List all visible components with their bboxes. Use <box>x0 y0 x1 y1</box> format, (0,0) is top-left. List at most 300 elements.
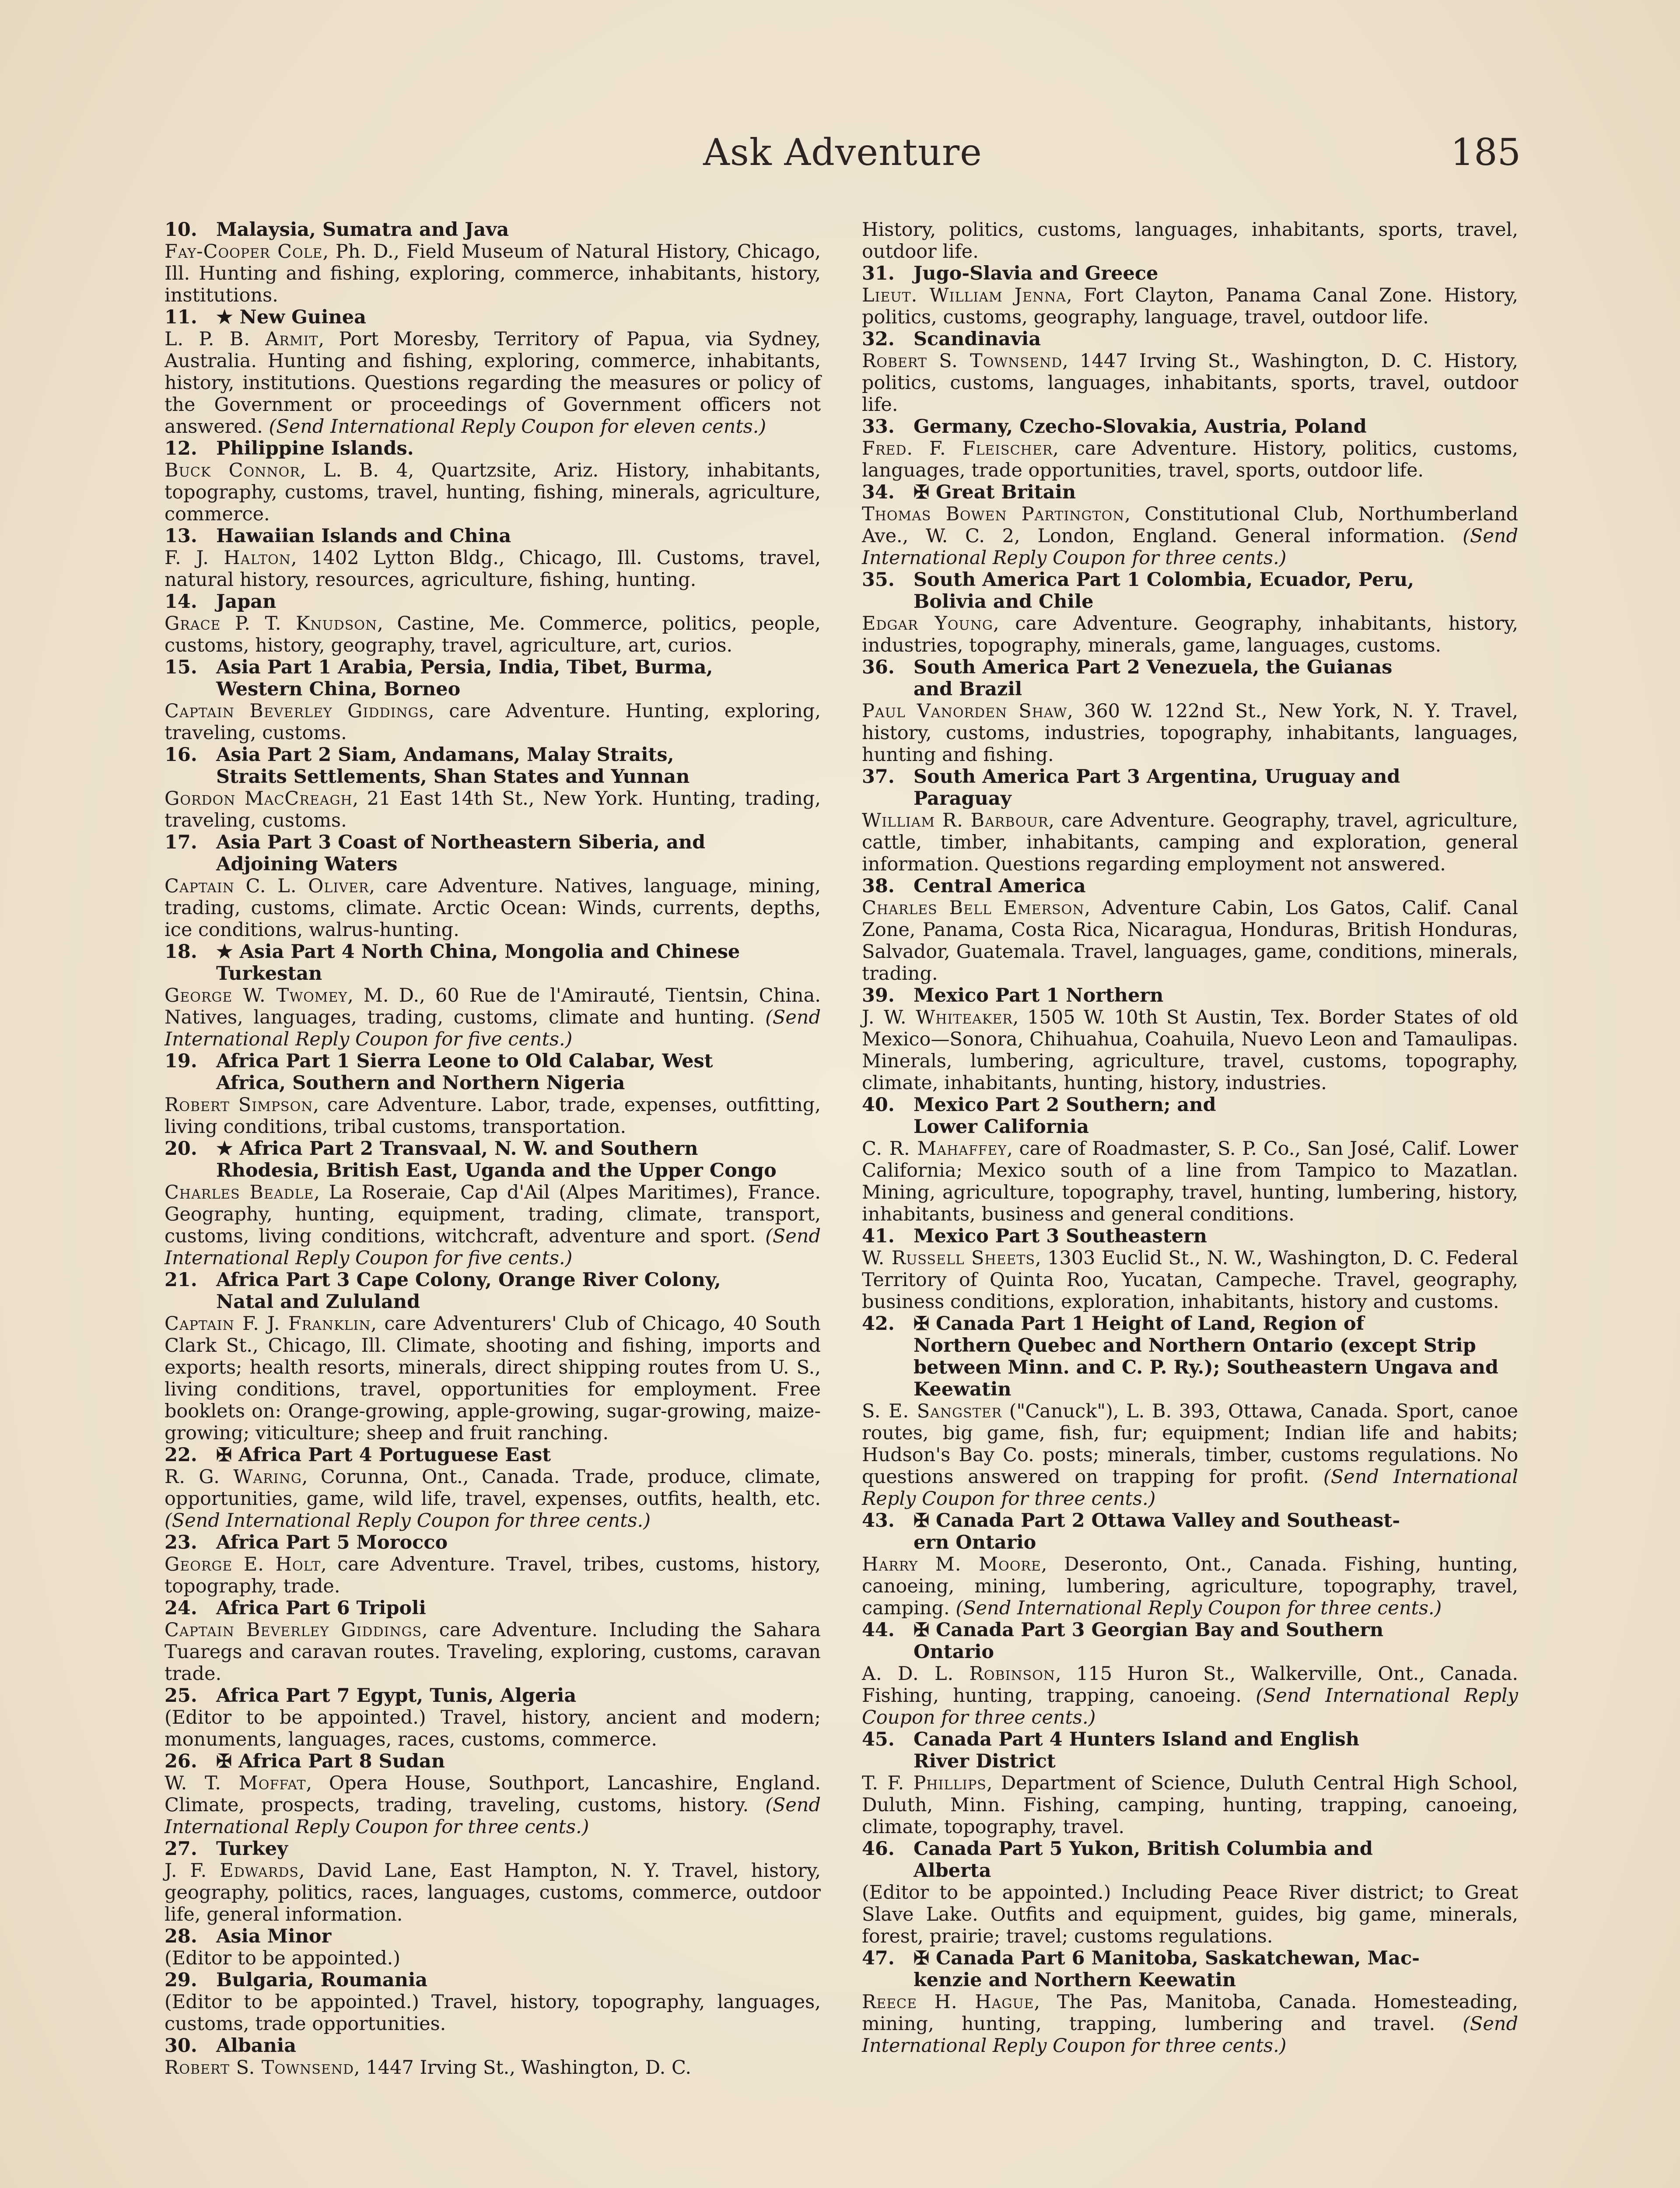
list-item <box>862 1094 1518 1225</box>
left-column <box>164 219 821 2079</box>
entry-number: 12. <box>164 438 197 459</box>
entry-note: (Send International Reply Coupon for eleven cents.) <box>269 416 766 438</box>
entry-heading <box>862 481 1518 503</box>
star-icon: ★ <box>216 306 240 328</box>
entry-description: , care Adventure. Travel, tribes, customs, history, topography, trade. <box>164 1553 821 1597</box>
entry-note: (Send International Reply Coupon for three cents.) <box>862 1466 1518 1510</box>
cross-icon: ✠ <box>216 1750 238 1772</box>
entry-description: , Port Moresby, Territory of Papua, via Sydney, Australia. Hunting and fishing, exploring, commerce, inhabitants, history, institutions. Questions regarding the measures or policy of the Government or proceedings of Government officers not answered. <box>164 328 821 438</box>
entry-body <box>164 613 821 656</box>
entry-heading <box>862 1729 1518 1750</box>
entry-description: , 1402 Lytton Bldg., Chicago, Ill. Customs, travel, natural history, resources, agriculture, fishing, hunting. <box>164 547 821 591</box>
editor-name: William R. Barbour <box>862 810 1049 831</box>
entry-number: 26. <box>164 1750 197 1772</box>
entry-description: (Editor to be appointed.) Travel, history, ancient and modern; monuments, languages, races, customs, commerce. <box>164 1707 821 1750</box>
running-title: Ask Adventure <box>703 131 982 174</box>
entry-number: 30. <box>164 2035 197 2057</box>
list-item <box>164 831 821 941</box>
entry-heading <box>164 1444 821 1466</box>
list-item <box>164 1597 821 1685</box>
editor-name: Lieut. William Jenna <box>862 284 1067 306</box>
editor-name: Fred. F. Fleischer <box>862 438 1053 459</box>
entry-number: 44. <box>862 1619 895 1641</box>
entry-body <box>164 1182 821 1269</box>
list-item <box>862 219 1518 263</box>
entry-title: Canada Part 2 Ottawa Valley and Southeast- <box>936 1510 1400 1532</box>
entry-body <box>862 1247 1518 1313</box>
entry-title: Scandinavia <box>914 328 1041 350</box>
entry-description: , 360 W. 122nd St., New York, N. Y. Travel, history, customs, industries, topography, inhabitants, languages, hunting and fishing. <box>862 700 1518 766</box>
entry-number: 22. <box>164 1444 197 1466</box>
entry-number: 46. <box>862 1838 895 1860</box>
list-item <box>164 219 821 306</box>
list-item <box>862 481 1518 569</box>
entry-title: Germany, Czecho-Slovakia, Austria, Poland <box>914 416 1367 438</box>
entry-number: 37. <box>862 766 895 788</box>
entry-heading <box>862 569 1518 591</box>
list-item <box>164 1138 821 1269</box>
list-item <box>862 263 1518 328</box>
entry-body <box>164 1947 821 1969</box>
entry-number: 25. <box>164 1685 197 1707</box>
entry-number: 15. <box>164 656 197 678</box>
entry-number: 35. <box>862 569 895 591</box>
entry-title: South America Part 1 Colombia, Ecuador, Peru, <box>914 569 1414 591</box>
entry-description: , Castine, Me. Commerce, politics, people, customs, history, geography, travel, agriculture, art, curios. <box>164 613 821 656</box>
entry-heading <box>862 875 1518 897</box>
entry-body <box>164 1772 821 1838</box>
entry-number: 34. <box>862 481 895 503</box>
entry-title: Mexico Part 2 Southern; and <box>914 1094 1216 1116</box>
entry-title: Africa Part 8 Sudan <box>238 1750 445 1772</box>
entry-description: , care Adventurers' Club of Chicago, 40 South Clark St., Chicago, Ill. Climate, shooting and fishing, imports and exports; health resorts, minerals, direct shipping routes from U. S., living conditions, travel, opportunities for employment. Free booklets on: Orange-growing, apple-growing, sugar-growing, maize-growing; viticulture; sheep and fruit ranching. <box>164 1313 821 1444</box>
entry-heading <box>862 985 1518 1006</box>
entry-title-continued: Adjoining Waters <box>216 853 398 875</box>
entry-title: Asia Part 3 Coast of Northeastern Siberia, and <box>216 831 706 853</box>
list-item <box>164 1685 821 1750</box>
entry-body <box>862 1138 1518 1225</box>
entry-description: , care Adventure. Including the Sahara Tuaregs and caravan routes. Traveling, exploring, customs, caravan trade. <box>164 1619 821 1685</box>
editor-name: Captain Beverley Giddings <box>164 1619 422 1641</box>
list-item <box>164 656 821 744</box>
editor-name: W. T. Moffat <box>164 1772 306 1794</box>
list-item <box>862 1619 1518 1729</box>
entry-body <box>862 1663 1518 1729</box>
entry-title-continued: kenzie and Northern Keewatin <box>914 1969 1236 1991</box>
entry-title: Hawaiian Islands and China <box>216 525 511 547</box>
entry-description: , care Adventure. Geography, inhabitants, history, industries, topography, minerals, game, languages, customs. <box>862 613 1518 656</box>
entry-body <box>862 1400 1518 1510</box>
entry-title: Asia Minor <box>216 1925 332 1947</box>
editor-name: Fay-Cooper Cole <box>164 241 323 263</box>
entry-body <box>164 1553 821 1597</box>
entry-heading <box>164 941 821 963</box>
entry-number: 23. <box>164 1532 197 1553</box>
entry-heading <box>164 525 821 547</box>
list-item <box>164 1050 821 1138</box>
list-item <box>164 744 821 831</box>
entry-number: 29. <box>164 1969 197 1991</box>
right-column <box>862 219 1518 2057</box>
entry-description: , 1505 W. 10th St Austin, Tex. Border States of old Mexico—Sonora, Chihuahua, Coahuila, Nuevo Leon and Tamaulipas. Minerals, lumbering, agriculture, travel, customs, topography, climate, inhabitants, hunting, history, industries. <box>862 1006 1518 1094</box>
entry-title: South America Part 2 Venezuela, the Guianas <box>914 656 1393 678</box>
entry-number: 11. <box>164 306 197 328</box>
entry-description: , Department of Science, Duluth Central High School, Duluth, Minn. Fishing, camping, hunting, trapping, canoeing, climate, topography, travel. <box>862 1772 1518 1838</box>
entry-number: 32. <box>862 328 895 350</box>
entry-description: , 1303 Euclid St., N. W., Washington, D. C. Federal Territory of Quinta Roo, Yucatan, Campeche. Travel, geography, business conditions, exploration, inhabitants, history and customs. <box>862 1247 1518 1313</box>
entry-title: Canada Part 6 Manitoba, Saskatchewan, Mac- <box>936 1947 1420 1969</box>
editor-name: T. F. Phillips <box>862 1772 987 1794</box>
entry-title: Africa Part 1 Sierra Leone to Old Calabar, West <box>216 1050 713 1072</box>
list-item <box>164 438 821 525</box>
entry-heading <box>164 831 821 853</box>
editor-name: R. G. Waring <box>164 1466 302 1488</box>
entry-note: (Send International Reply Coupon for three cents.) <box>862 525 1518 569</box>
entry-heading <box>862 1947 1518 1969</box>
entry-number: 41. <box>862 1225 895 1247</box>
entry-title: Mexico Part 3 Southeastern <box>914 1225 1207 1247</box>
page-number: 185 <box>1450 131 1521 174</box>
list-item <box>164 2035 821 2079</box>
entry-number: 19. <box>164 1050 197 1072</box>
editor-name: Edgar Young <box>862 613 993 635</box>
editor-name: Robert S. Townsend <box>164 2057 354 2079</box>
editor-name: Captain C. L. Oliver <box>164 875 369 897</box>
editor-name: Paul Vanorden Shaw <box>862 700 1068 722</box>
entry-title-continued: Straits Settlements, Shan States and Yunnan <box>216 766 690 788</box>
entry-body <box>862 350 1518 416</box>
entry-description: , Corunna, Ont., Canada. Trade, produce, climate, opportunities, game, wild life, travel, expenses, outfits, health, etc. <box>164 1466 821 1510</box>
entry-note: (Send International Reply Coupon for three cents.) <box>862 2013 1519 2057</box>
entry-heading <box>862 1225 1518 1247</box>
entry-description: , La Roseraie, Cap d'Ail (Alpes Maritimes), France. Geography, hunting, equipment, trading, climate, transport, customs, living conditions, witchcraft, adventure and sport. <box>164 1182 821 1247</box>
entry-body <box>164 1860 821 1925</box>
entry-body <box>862 613 1518 656</box>
entry-description: , L. B. 4, Quartzsite, Ariz. History, inhabitants, topography, customs, travel, hunting, fishing, minerals, agriculture, commerce. <box>164 459 821 525</box>
entry-description: , care Adventure. Hunting, exploring, traveling, customs. <box>164 700 821 744</box>
entry-heading <box>862 656 1518 678</box>
entry-description: , Opera House, Southport, Lancashire, England. Climate, prospects, trading, traveling, customs, history. <box>164 1772 821 1816</box>
editor-name: Robert Simpson <box>164 1094 313 1116</box>
entry-title: South America Part 3 Argentina, Uruguay and <box>914 766 1400 788</box>
entry-title: Asia Part 2 Siam, Andamans, Malay Straits, <box>216 744 674 766</box>
entry-description: (Editor to be appointed.) <box>164 1947 401 1969</box>
entry-title: Great Britain <box>936 481 1076 503</box>
star-icon: ★ <box>216 1138 240 1160</box>
list-item <box>164 1444 821 1532</box>
list-item <box>164 1532 821 1597</box>
list-item <box>862 1225 1518 1313</box>
entry-heading <box>164 1138 821 1160</box>
list-item <box>862 328 1518 416</box>
list-item <box>862 985 1518 1094</box>
editor-name: S. E. Sangster <box>862 1400 1002 1422</box>
entry-description: , Fort Clayton, Panama Canal Zone. History, politics, customs, geography, language, travel, outdoor life. <box>862 284 1518 328</box>
entry-title-continued: Rhodesia, British East, Uganda and the Upper Congo <box>216 1160 777 1182</box>
entry-title-continued: Turkestan <box>216 963 322 985</box>
list-item <box>862 875 1518 985</box>
entry-title-continued: Northern Quebec and Northern Ontario (except Strip between Minn. and C. P. Ry.); Southeastern Ungava and Keewatin <box>914 1335 1498 1400</box>
entry-body <box>164 875 821 941</box>
entry-title: Asia Part 4 North China, Mongolia and Chinese <box>239 941 740 963</box>
editor-name: W. Russell Sheets <box>862 1247 1036 1269</box>
list-item <box>862 1313 1518 1510</box>
entry-description: , The Pas, Manitoba, Canada. Homesteading, mining, hunting, trapping, lumbering and travel. <box>862 1991 1518 2035</box>
entry-title: Africa Part 4 Portuguese East <box>238 1444 551 1466</box>
entry-heading <box>164 656 821 678</box>
entry-body <box>164 241 821 306</box>
editor-name: J. F. Edwards <box>164 1860 299 1882</box>
entry-description: (Editor to be appointed.) Travel, history, topography, languages, customs, trade opportunities. <box>164 1991 821 2035</box>
editor-name: Grace P. T. Knudson <box>164 613 378 635</box>
entry-number: 31. <box>862 263 895 284</box>
entry-number: 18. <box>164 941 197 963</box>
entry-number: 20. <box>164 1138 197 1160</box>
entry-body <box>164 459 821 525</box>
editor-name: C. R. Mahaffey <box>862 1138 1007 1160</box>
entry-title: Bulgaria, Roumania <box>216 1969 428 1991</box>
editor-name: Gordon MacCreagh <box>164 788 353 810</box>
cross-icon: ✠ <box>914 1619 936 1641</box>
entry-body <box>862 897 1518 985</box>
entry-heading <box>164 2035 821 2057</box>
entry-title: Jugo-Slavia and Greece <box>914 263 1158 284</box>
entry-heading <box>164 1050 821 1072</box>
entry-body <box>862 1991 1518 2057</box>
entry-number: 16. <box>164 744 197 766</box>
cross-icon: ✠ <box>914 1510 936 1532</box>
entry-number: 38. <box>862 875 895 897</box>
entry-heading <box>862 1510 1518 1532</box>
entry-body <box>164 788 821 831</box>
entry-title: Africa Part 7 Egypt, Tunis, Algeria <box>216 1685 577 1707</box>
entry-heading <box>862 328 1518 350</box>
entry-title: Japan <box>216 591 276 613</box>
entry-note: (Send International Reply Coupon for three cents.) <box>862 1685 1518 1729</box>
entry-number: 21. <box>164 1269 197 1291</box>
editor-name: George E. Holt <box>164 1553 321 1575</box>
entry-description: , 1447 Irving St., Washington, D. C. <box>354 2057 692 2079</box>
entry-heading <box>164 1750 821 1772</box>
entry-title: Canada Part 1 Height of Land, Region of <box>936 1313 1365 1335</box>
entry-title: New Guinea <box>239 306 366 328</box>
list-item <box>862 766 1518 875</box>
entry-title-continued: Bolivia and Chile <box>914 591 1094 613</box>
entry-number: 27. <box>164 1838 197 1860</box>
entry-description: , Constitutional Club, Northumberland Ave., W. C. 2, London, England. General information. <box>862 503 1519 547</box>
entry-note: (Send International Reply Coupon for five cents.) <box>164 1225 821 1269</box>
list-item <box>164 1838 821 1925</box>
editor-name: L. P. B. Armit <box>164 328 318 350</box>
entry-note: (Send International Reply Coupon for three cents.) <box>956 1597 1442 1619</box>
entry-heading <box>862 416 1518 438</box>
entry-title: Africa Part 3 Cape Colony, Orange River Colony, <box>216 1269 721 1291</box>
entry-description: , 115 Huron St., Walkerville, Ont., Canada. Fishing, hunting, trapping, canoeing. <box>862 1663 1519 1707</box>
entry-title: Malaysia, Sumatra and Java <box>216 219 509 241</box>
list-item <box>164 1925 821 1969</box>
entry-heading <box>862 1619 1518 1641</box>
entry-heading <box>862 1838 1518 1860</box>
editor-name: F. J. Halton <box>164 547 291 569</box>
entry-description: , Adventure Cabin, Los Gatos, Calif. Canal Zone, Panama, Costa Rica, Nicaragua, Honduras, British Honduras, Salvador, Guatemala. Travel, languages, game, conditions, minerals, trading. <box>862 897 1518 985</box>
entry-title: Philippine Islands. <box>216 438 414 459</box>
page-header <box>164 126 1521 187</box>
list-item <box>164 1969 821 2035</box>
entry-body <box>862 1882 1518 1947</box>
entry-description: , care Adventure. History, politics, customs, languages, trade opportunities, travel, sports, outdoor life. <box>862 438 1518 481</box>
entry-title-continued: Alberta <box>914 1860 991 1882</box>
list-item <box>164 1750 821 1838</box>
entry-note: (Send International Reply Coupon for five cents.) <box>164 1006 821 1050</box>
entry-body <box>164 1991 821 2035</box>
entry-title: Canada Part 4 Hunters Island and English <box>914 1729 1359 1750</box>
entry-body <box>862 284 1518 328</box>
entry-body <box>164 1466 821 1532</box>
cross-icon: ✠ <box>914 1947 936 1969</box>
entry-note: (Send International Reply Coupon for three cents.) <box>164 1794 821 1838</box>
entry-heading <box>164 744 821 766</box>
editor-name: Robert S. Townsend <box>862 350 1063 372</box>
entry-title: Albania <box>216 2035 297 2057</box>
list-item <box>862 656 1518 766</box>
entry-body <box>164 985 821 1050</box>
entry-body <box>164 1707 821 1750</box>
entry-number: 10. <box>164 219 197 241</box>
entry-description: , 1447 Irving St., Washington, D. C. History, politics, customs, languages, inhabitants, sports, travel, outdoor life. <box>862 350 1519 416</box>
entry-body <box>862 503 1518 569</box>
entry-title: Canada Part 5 Yukon, British Columbia and <box>914 1838 1373 1860</box>
entry-body <box>862 1772 1518 1838</box>
editor-name: Charles Beadle <box>164 1182 314 1203</box>
entry-title: Africa Part 6 Tripoli <box>216 1597 426 1619</box>
editor-name: Reece H. Hague <box>862 1991 1034 2013</box>
entry-heading <box>164 438 821 459</box>
entry-body <box>164 1313 821 1444</box>
entry-title-continued: River District <box>914 1750 1056 1772</box>
cross-icon: ✠ <box>914 481 936 503</box>
editor-name: J. W. Whiteaker <box>862 1006 1013 1028</box>
entry-body <box>862 219 1518 263</box>
entry-title-continued: ern Ontario <box>914 1532 1036 1553</box>
entry-title-continued: Western China, Borneo <box>216 678 461 700</box>
editor-name: Captain Beverley Giddings <box>164 700 429 722</box>
entry-description: ("Canuck"), L. B. 393, Ottawa, Canada. Sport, canoe routes, big game, fish, fur; equipment; Indian life and habits; Hudson's Bay Co. posts; minerals, timber, customs regulations. No questions answered on trapping for profit. <box>862 1400 1518 1488</box>
entry-heading <box>862 1313 1518 1335</box>
entry-body <box>862 438 1518 481</box>
entry-description: , care Adventure. Geography, travel, agriculture, cattle, timber, inhabitants, camping and exploration, general information. Questions regarding employment not answered. <box>862 810 1518 875</box>
entry-number: 39. <box>862 985 895 1006</box>
entry-title-continued: Natal and Zululand <box>216 1291 420 1313</box>
entry-body <box>862 1553 1518 1619</box>
entry-number: 36. <box>862 656 895 678</box>
entry-title: Turkey <box>216 1838 288 1860</box>
entry-heading <box>164 219 821 241</box>
entry-title: Central America <box>914 875 1086 897</box>
entry-number: 24. <box>164 1597 197 1619</box>
list-item <box>862 416 1518 481</box>
entry-description: History, politics, customs, languages, inhabitants, sports, travel, outdoor life. <box>862 219 1518 263</box>
entry-heading <box>862 263 1518 284</box>
list-item <box>164 941 821 1050</box>
entry-heading <box>862 1094 1518 1116</box>
entry-heading <box>164 591 821 613</box>
entry-heading <box>862 766 1518 788</box>
entry-body <box>862 700 1518 766</box>
cross-icon: ✠ <box>914 1313 936 1335</box>
entry-title-continued: Ontario <box>914 1641 994 1663</box>
entry-note: (Send International Reply Coupon for three cents.) <box>164 1510 651 1532</box>
entry-title: Asia Part 1 Arabia, Persia, India, Tibet, Burma, <box>216 656 713 678</box>
entry-body <box>164 328 821 438</box>
entry-title: Canada Part 3 Georgian Bay and Southern <box>936 1619 1384 1641</box>
entry-number: 47. <box>862 1947 895 1969</box>
star-icon: ★ <box>216 941 240 963</box>
editor-name: Captain F. J. Franklin <box>164 1313 371 1335</box>
entry-description: , Deseronto, Ont., Canada. Fishing, hunting, canoeing, mining, lumbering, agriculture, topography, travel, camping. <box>862 1553 1518 1619</box>
entry-body <box>164 700 821 744</box>
entry-body <box>862 1006 1518 1094</box>
entry-title: Africa Part 2 Transvaal, N. W. and Southern <box>239 1138 698 1160</box>
entry-body <box>164 1094 821 1138</box>
entry-number: 14. <box>164 591 197 613</box>
entry-number: 43. <box>862 1510 895 1532</box>
entry-description: , care Adventure. Labor, trade, expenses, outfitting, living conditions, tribal customs, transportation. <box>164 1094 821 1138</box>
entry-description: , M. D., 60 Rue de l'Amirauté, Tientsin, China. Natives, languages, trading, customs, climate and hunting. <box>164 985 821 1028</box>
entry-body <box>164 547 821 591</box>
entry-title-continued: Africa, Southern and Northern Nigeria <box>216 1072 625 1094</box>
entry-number: 40. <box>862 1094 895 1116</box>
entry-heading <box>164 1925 821 1947</box>
list-item <box>862 1729 1518 1838</box>
entry-number: 17. <box>164 831 197 853</box>
entry-number: 33. <box>862 416 895 438</box>
entry-heading <box>164 1685 821 1707</box>
list-item <box>164 591 821 656</box>
entry-title-continued: Lower California <box>914 1116 1089 1138</box>
entry-number: 28. <box>164 1925 197 1947</box>
entry-description: , care Adventure. Natives, language, mining, trading, customs, climate. Arctic Ocean: Winds, currents, depths, ice conditions, walrus-hunting. <box>164 875 821 941</box>
editor-name: Charles Bell Emerson <box>862 897 1085 919</box>
entry-description: (Editor to be appointed.) Including Peace River district; to Great Slave Lake. Outfits and equipment, guides, big game, minerals, forest, prairie; travel; customs regulations. <box>862 1882 1518 1947</box>
entry-title-continued: Paraguay <box>914 788 1012 810</box>
editor-name: A. D. L. Robinson <box>862 1663 1056 1685</box>
entry-body <box>164 1619 821 1685</box>
list-item <box>164 1269 821 1444</box>
entry-heading <box>164 1532 821 1553</box>
entry-number: 45. <box>862 1729 895 1750</box>
entry-heading <box>164 1269 821 1291</box>
entry-description: , David Lane, East Hampton, N. Y. Travel, history, geography, politics, races, languages, customs, commerce, outdoor life, general information. <box>164 1860 821 1925</box>
entry-description: , Ph. D., Field Museum of Natural History, Chicago, Ill. Hunting and fishing, exploring, commerce, inhabitants, history, institutions. <box>164 241 821 306</box>
cross-icon: ✠ <box>216 1444 238 1466</box>
entry-title: Africa Part 5 Morocco <box>216 1532 448 1553</box>
list-item <box>862 1838 1518 1947</box>
list-item <box>862 1947 1518 2057</box>
entry-description: , 21 East 14th St., New York. Hunting, trading, traveling, customs. <box>164 788 821 831</box>
entry-body <box>862 810 1518 875</box>
list-item <box>862 569 1518 656</box>
list-item <box>164 306 821 438</box>
entry-title: Mexico Part 1 Northern <box>914 985 1164 1006</box>
list-item <box>862 1510 1518 1619</box>
editor-name: George W. Twomey <box>164 985 348 1006</box>
editor-name: Harry M. Moore <box>862 1553 1041 1575</box>
entry-body <box>164 2057 821 2079</box>
entry-number: 13. <box>164 525 197 547</box>
entry-title-continued: and Brazil <box>914 678 1022 700</box>
entry-heading <box>164 306 821 328</box>
editor-name: Buck Connor <box>164 459 300 481</box>
